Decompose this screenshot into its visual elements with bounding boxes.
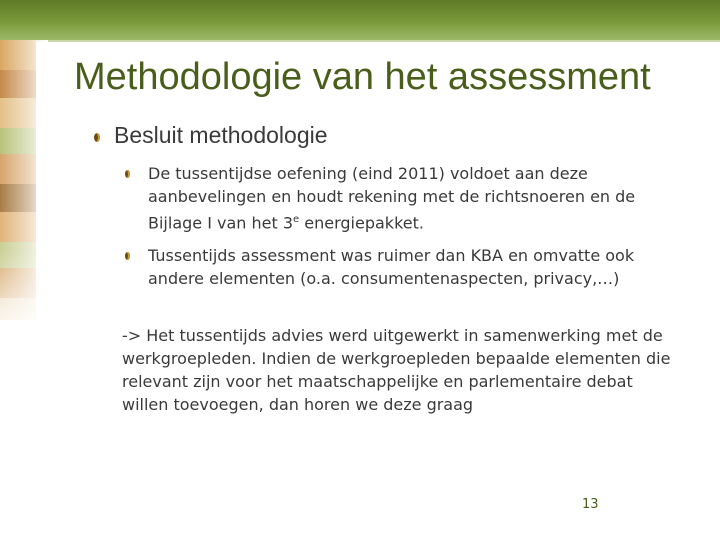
heading-bullet: Besluit methodologie: [114, 122, 328, 148]
top-banner: [0, 0, 720, 40]
sub-bullet-2: Tussentijds assessment was ruimer dan KBA en omvatte ook andere elementen (o.a. consumentenaspecten, privacy,…): [148, 246, 635, 288]
note-paragraph: -> Het tussentijds advies werd uitgewerkt in samenwerking met de werkgroepleden. Indien de werkgroepleden bepaalde elementen die relevant zijn voor het maatschappelijke en parlementaire debat willen toevoegen, dan horen we deze graag: [122, 326, 671, 414]
side-fade-bottom-overlay: [0, 250, 48, 340]
sub-bullet-1-superscript: e: [293, 214, 300, 225]
sub-bullet-1-text-end: energiepakket.: [299, 213, 424, 233]
slide-title: Methodologie van het assessment: [74, 56, 651, 98]
bullet-icon: [125, 252, 130, 260]
bullet-icon: [94, 133, 100, 142]
banner-divider: [0, 40, 720, 42]
sub-bullet-1-text: De tussentijdse oefening (eind 2011) voldoet aan deze aanbevelingen en houdt rekening met de richtsnoeren en de Bijlage I van het 3: [148, 164, 636, 233]
sub-bullet-1: [148, 162, 678, 234]
page-number: 13: [582, 497, 599, 512]
bullet-icon: [125, 170, 130, 178]
